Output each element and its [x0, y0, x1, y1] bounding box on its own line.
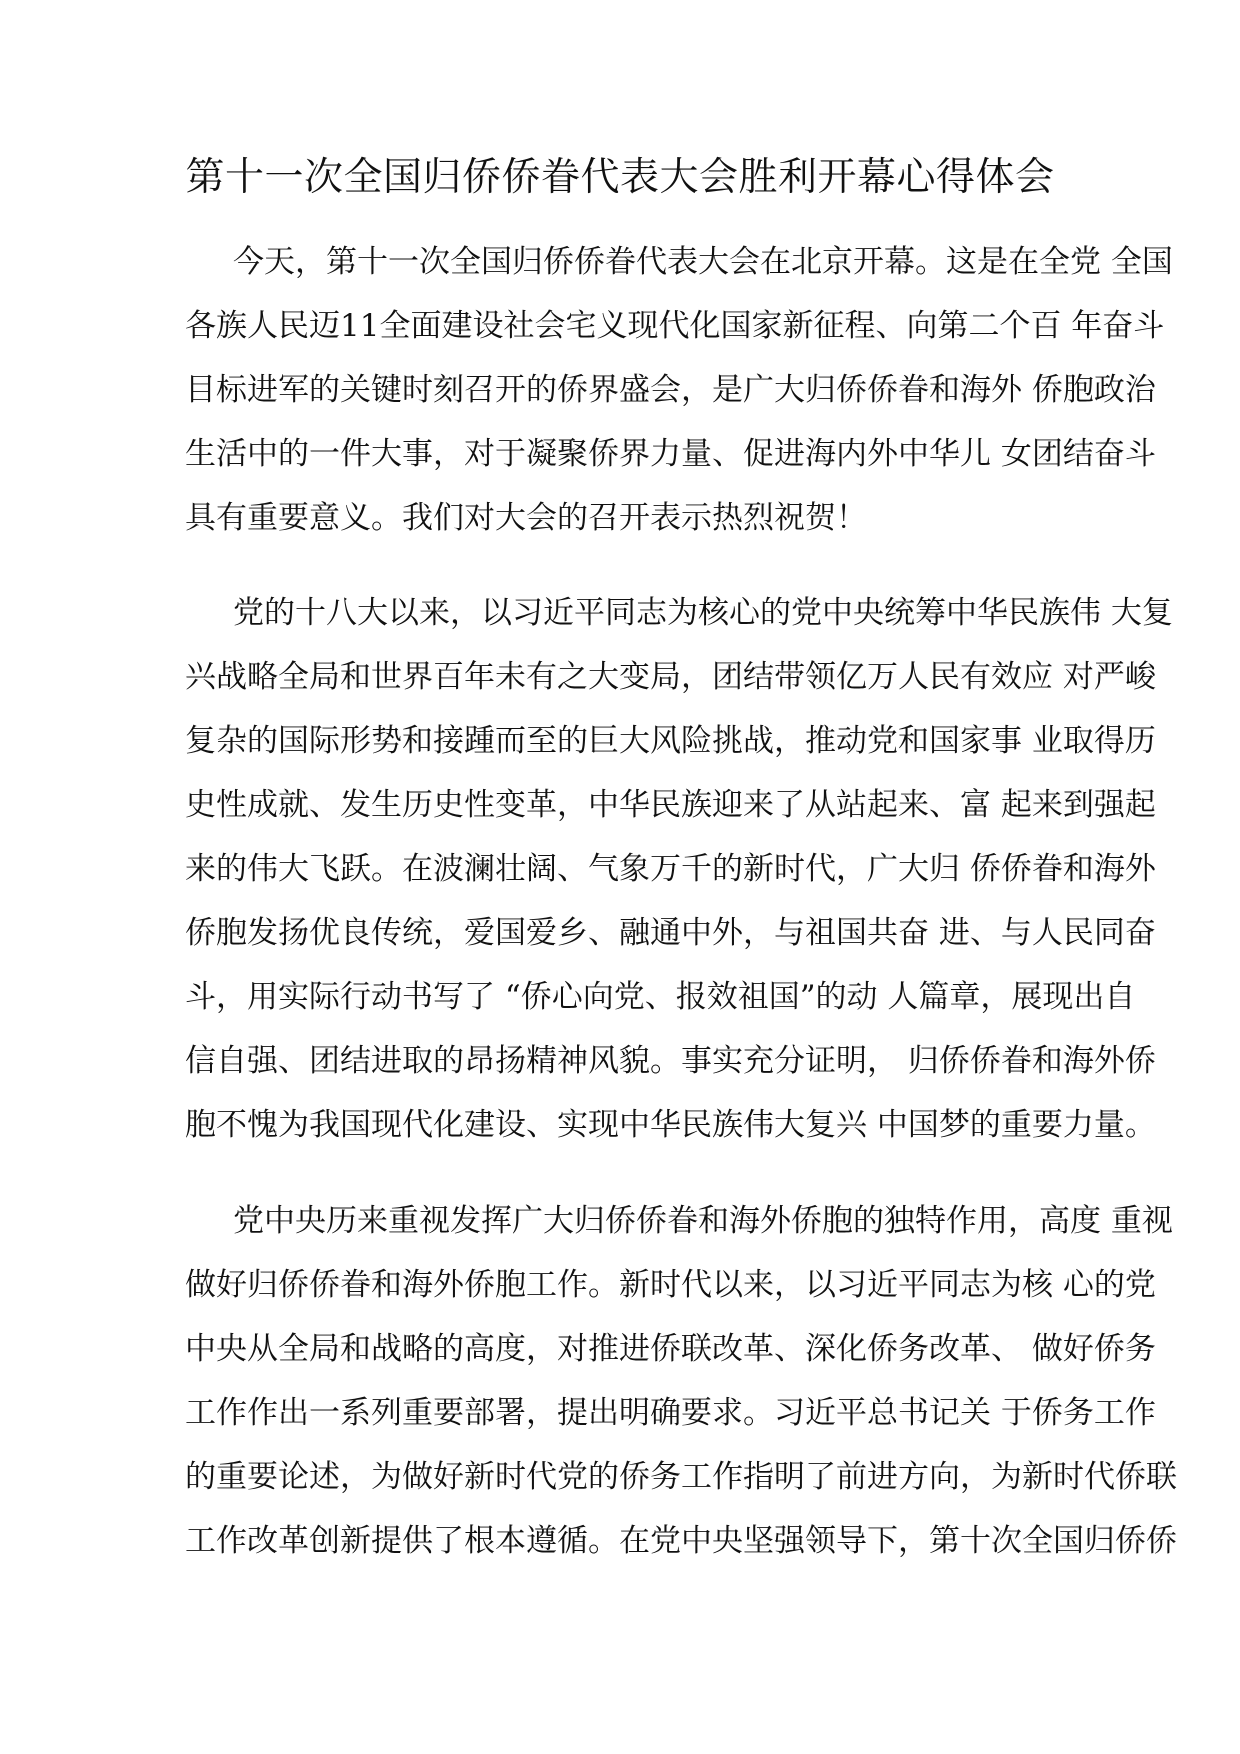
text-line: 来的伟大飞跃。在波澜壮阔、气象万千的新时代，广大归 侨侨眷和海外 — [185, 851, 1156, 887]
text-line: 工作改革创新提供了根本遵循。在党中央坚强领导下，第十次全国归侨侨 — [185, 1523, 1177, 1559]
text-line: 胞不愧为我国现代化建设、实现中华民族伟大复兴 中国梦的重要力量。 — [185, 1107, 1156, 1143]
text-line: 的重要论述，为做好新时代党的侨务工作指明了前进方向，为新时代侨联 — [185, 1459, 1177, 1495]
text-line: 侨胞发扬优良传统，爱国爱乡、融通中外，与祖国共奋 进、与人民同奋 — [185, 915, 1156, 951]
text-line: 信自强、团结进取的昂扬精神风貌。事实充分证明， 归侨侨眷和海外侨 — [185, 1043, 1156, 1079]
paragraph-2 — [185, 581, 1173, 1157]
text-line: 各族人民迈11全面建设社会宅义现代化国家新征程、向第二个百 年奋斗 — [185, 308, 1165, 344]
text-line: 工作作出一系列重要部署，提出明确要求。习近平总书记关 于侨务工作 — [185, 1395, 1156, 1431]
text-line: 中央从全局和战略的高度，对推进侨联改革、深化侨务改革、 做好侨务 — [185, 1331, 1156, 1367]
text-line: 复杂的国际形势和接踵而至的巨大风险挑战，推动党和国家事 业取得历 — [185, 723, 1156, 759]
text-line: 斗，用实际行动书写了 “侨心向党、报效祖国”的动 人篇章，展现出自 — [185, 979, 1136, 1015]
paragraph-1 — [185, 230, 1173, 550]
text-line: 史性成就、发生历史性变革，中华民族迎来了从站起来、富 起来到强起 — [185, 787, 1156, 823]
text-line: 党的十八大以来，以习近平同志为核心的党中央统筹中华民族伟 大复 — [233, 595, 1173, 631]
document-title: 第十一次全国归侨侨眷代表大会胜利开幕心得体会 — [185, 155, 1055, 200]
text-line: 生活中的一件大事，对于凝聚侨界力量、促进海内外中华儿 女团结奋斗 — [185, 436, 1156, 472]
text-line: 做好归侨侨眷和海外侨胞工作。新时代以来，以习近平同志为核 心的党 — [185, 1267, 1156, 1303]
text-line: 具有重要意义。我们对大会的召开表示热烈祝贺！ — [185, 500, 867, 536]
text-line: 党中央历来重视发挥广大归侨侨眷和海外侨胞的独特作用，高度 重视 — [233, 1203, 1173, 1239]
text-line: 今天，第十一次全国归侨侨眷代表大会在北京开幕。这是在全党 全国 — [233, 244, 1173, 280]
text-line: 目标进军的关键时刻召开的侨界盛会，是广大归侨侨眷和海外 侨胞政治 — [185, 372, 1156, 408]
text-line: 兴战略全局和世界百年未有之大变局，团结带领亿万人民有效应 对严峻 — [185, 659, 1156, 695]
paragraph-3 — [185, 1189, 1177, 1573]
